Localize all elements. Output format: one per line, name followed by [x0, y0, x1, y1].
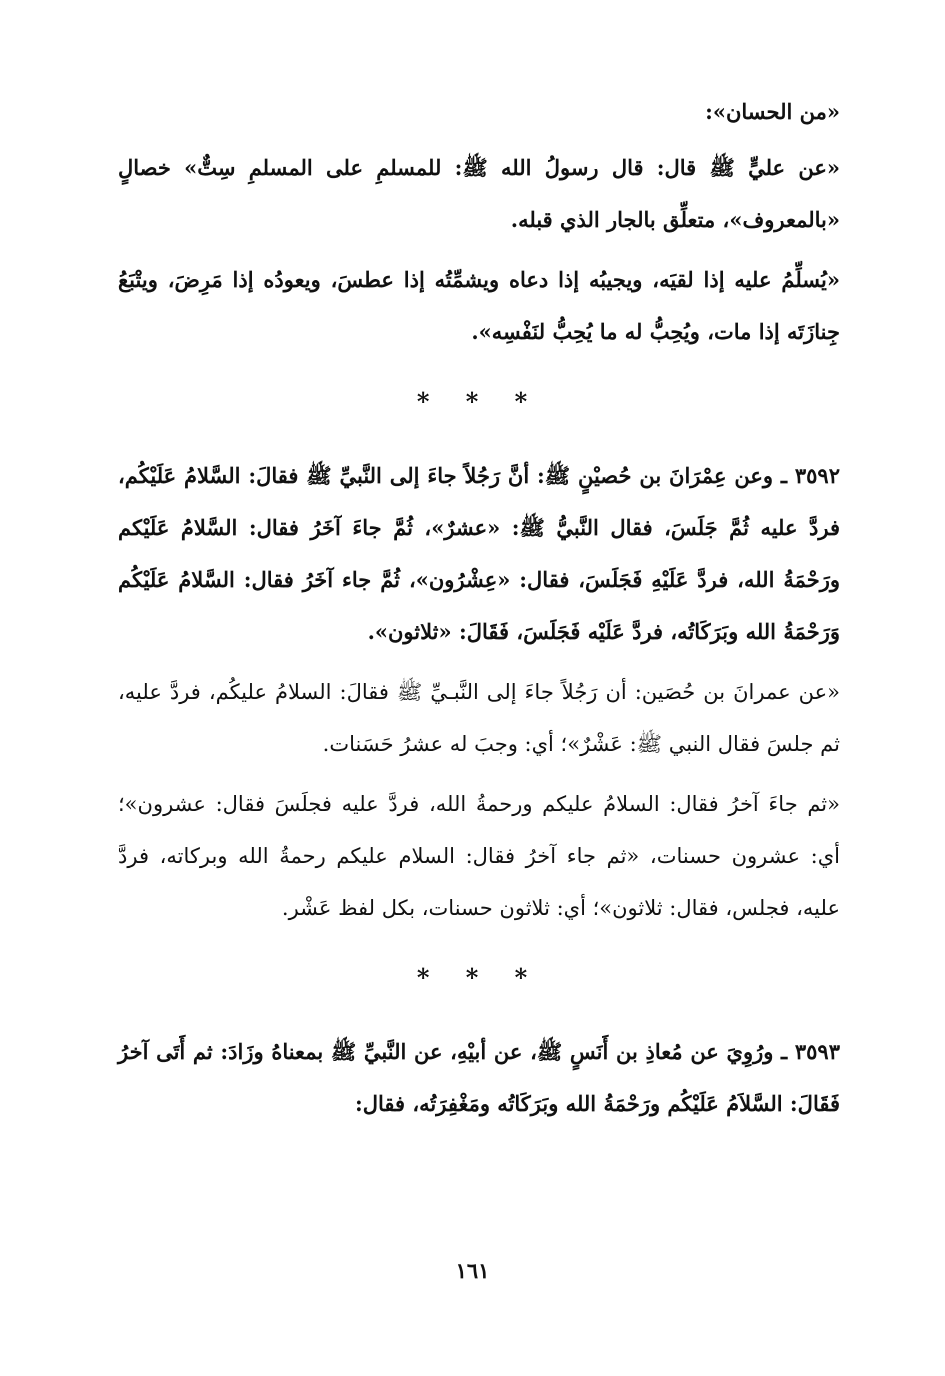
hadith-quote-paragraph: «يُسلِّمُ عليه إذا لقيَه، ويجيبُه إذا دعاه ويشمِّتُه إذا عطسَ، ويعودُه إذا مَرِضَ، ويتْبَعُ جِنازَتَه إذا مات، ويُحِبُّ له ما يُحِبُّ لنَفْسِه». [118, 267, 840, 344]
section-separator: * * * [416, 387, 542, 416]
commentary-paragraph: «ثم جاءَ آخرُ فقال: السلامُ عليكم ورحمةُ الله، فردَّ عليه فجلَسَ فقال: عشرون»؛ أي: عشرون حسنات، «ثم جاء آخرُ فقال: السلام عليكم رحمةُ الله وبركاته، فردَّ عليه، فجلس، فقال: ثلاثون»؛ أي: ثلاثون حسنات، بكل لفظ عَشْر. [118, 792, 840, 920]
page-number: ١٦١ [455, 1258, 490, 1283]
section-heading: «من الحسان»: [705, 99, 840, 124]
page-body [118, 86, 840, 1138]
section-separator: * * * [416, 963, 542, 992]
hadith-3592-paragraph: ٣٥٩٢ ـ وعن عِمْرَانَ بن حُصيْنٍ ﷺ: أنَّ رَجُلاً جاءَ إلى النَّبيِّ ﷺ فقالَ: السَّلامُ عَلَيْكُم، فردَّ عليه ثُمَّ جَلَسَ، فقال النَّبيُّ ﷺ: «عشرٌ»، ثُمَّ جاءَ آخَرُ فقال: السَّلامُ عَلَيْكم ورَحْمَةُ الله، فردَّ عَلَيْهِ فَجَلَسَ، فقال: «عِشْرُون»، ثُمَّ جاء آخَرُ فقال: السَّلامُ عَلَيْكُم وَرَحْمَةُ الله وبَرَكَاتُه، فردَّ عَلَيْه فَجَلَسَ، فَقَالَ: «ثلاثون». [118, 463, 840, 644]
hadith-3593-paragraph: ٣٥٩٣ ـ ورُوِيَ عن مُعاذِ بن أَنَسٍ ﷺ، عن أبيْهِ، عن النَّبيِّ ﷺ بمعناهُ وزَادَ: ثم أَتَى آخرُ فَقَالَ: السَّلاَمُ عَلَيْكُم ورَحْمَةُ الله وبَرَكَاتُه ومَغْفِرَتُه، فقال: [118, 1039, 840, 1116]
hadith-quote-paragraph: «عن عليٍّ ﷺ قال: قال رسولُ الله ﷺ: للمسلمِ على المسلمِ سِتٌّ» خصالٍ «بالمعروف»، متعلِّق بالجار الذي قبله. [118, 155, 840, 232]
commentary-paragraph: «عن عمرانَ بن حُصَين: أن رَجُلاً جاءَ إلى النَّبـيِّ ﷺ فقالَ: السلامُ عليكُم، فردَّ عليه، ثم جلسَ فقال النبي ﷺ: عَشْرٌ»؛ أي: وجبَ له عشرُ حَسَنات. [118, 680, 840, 756]
